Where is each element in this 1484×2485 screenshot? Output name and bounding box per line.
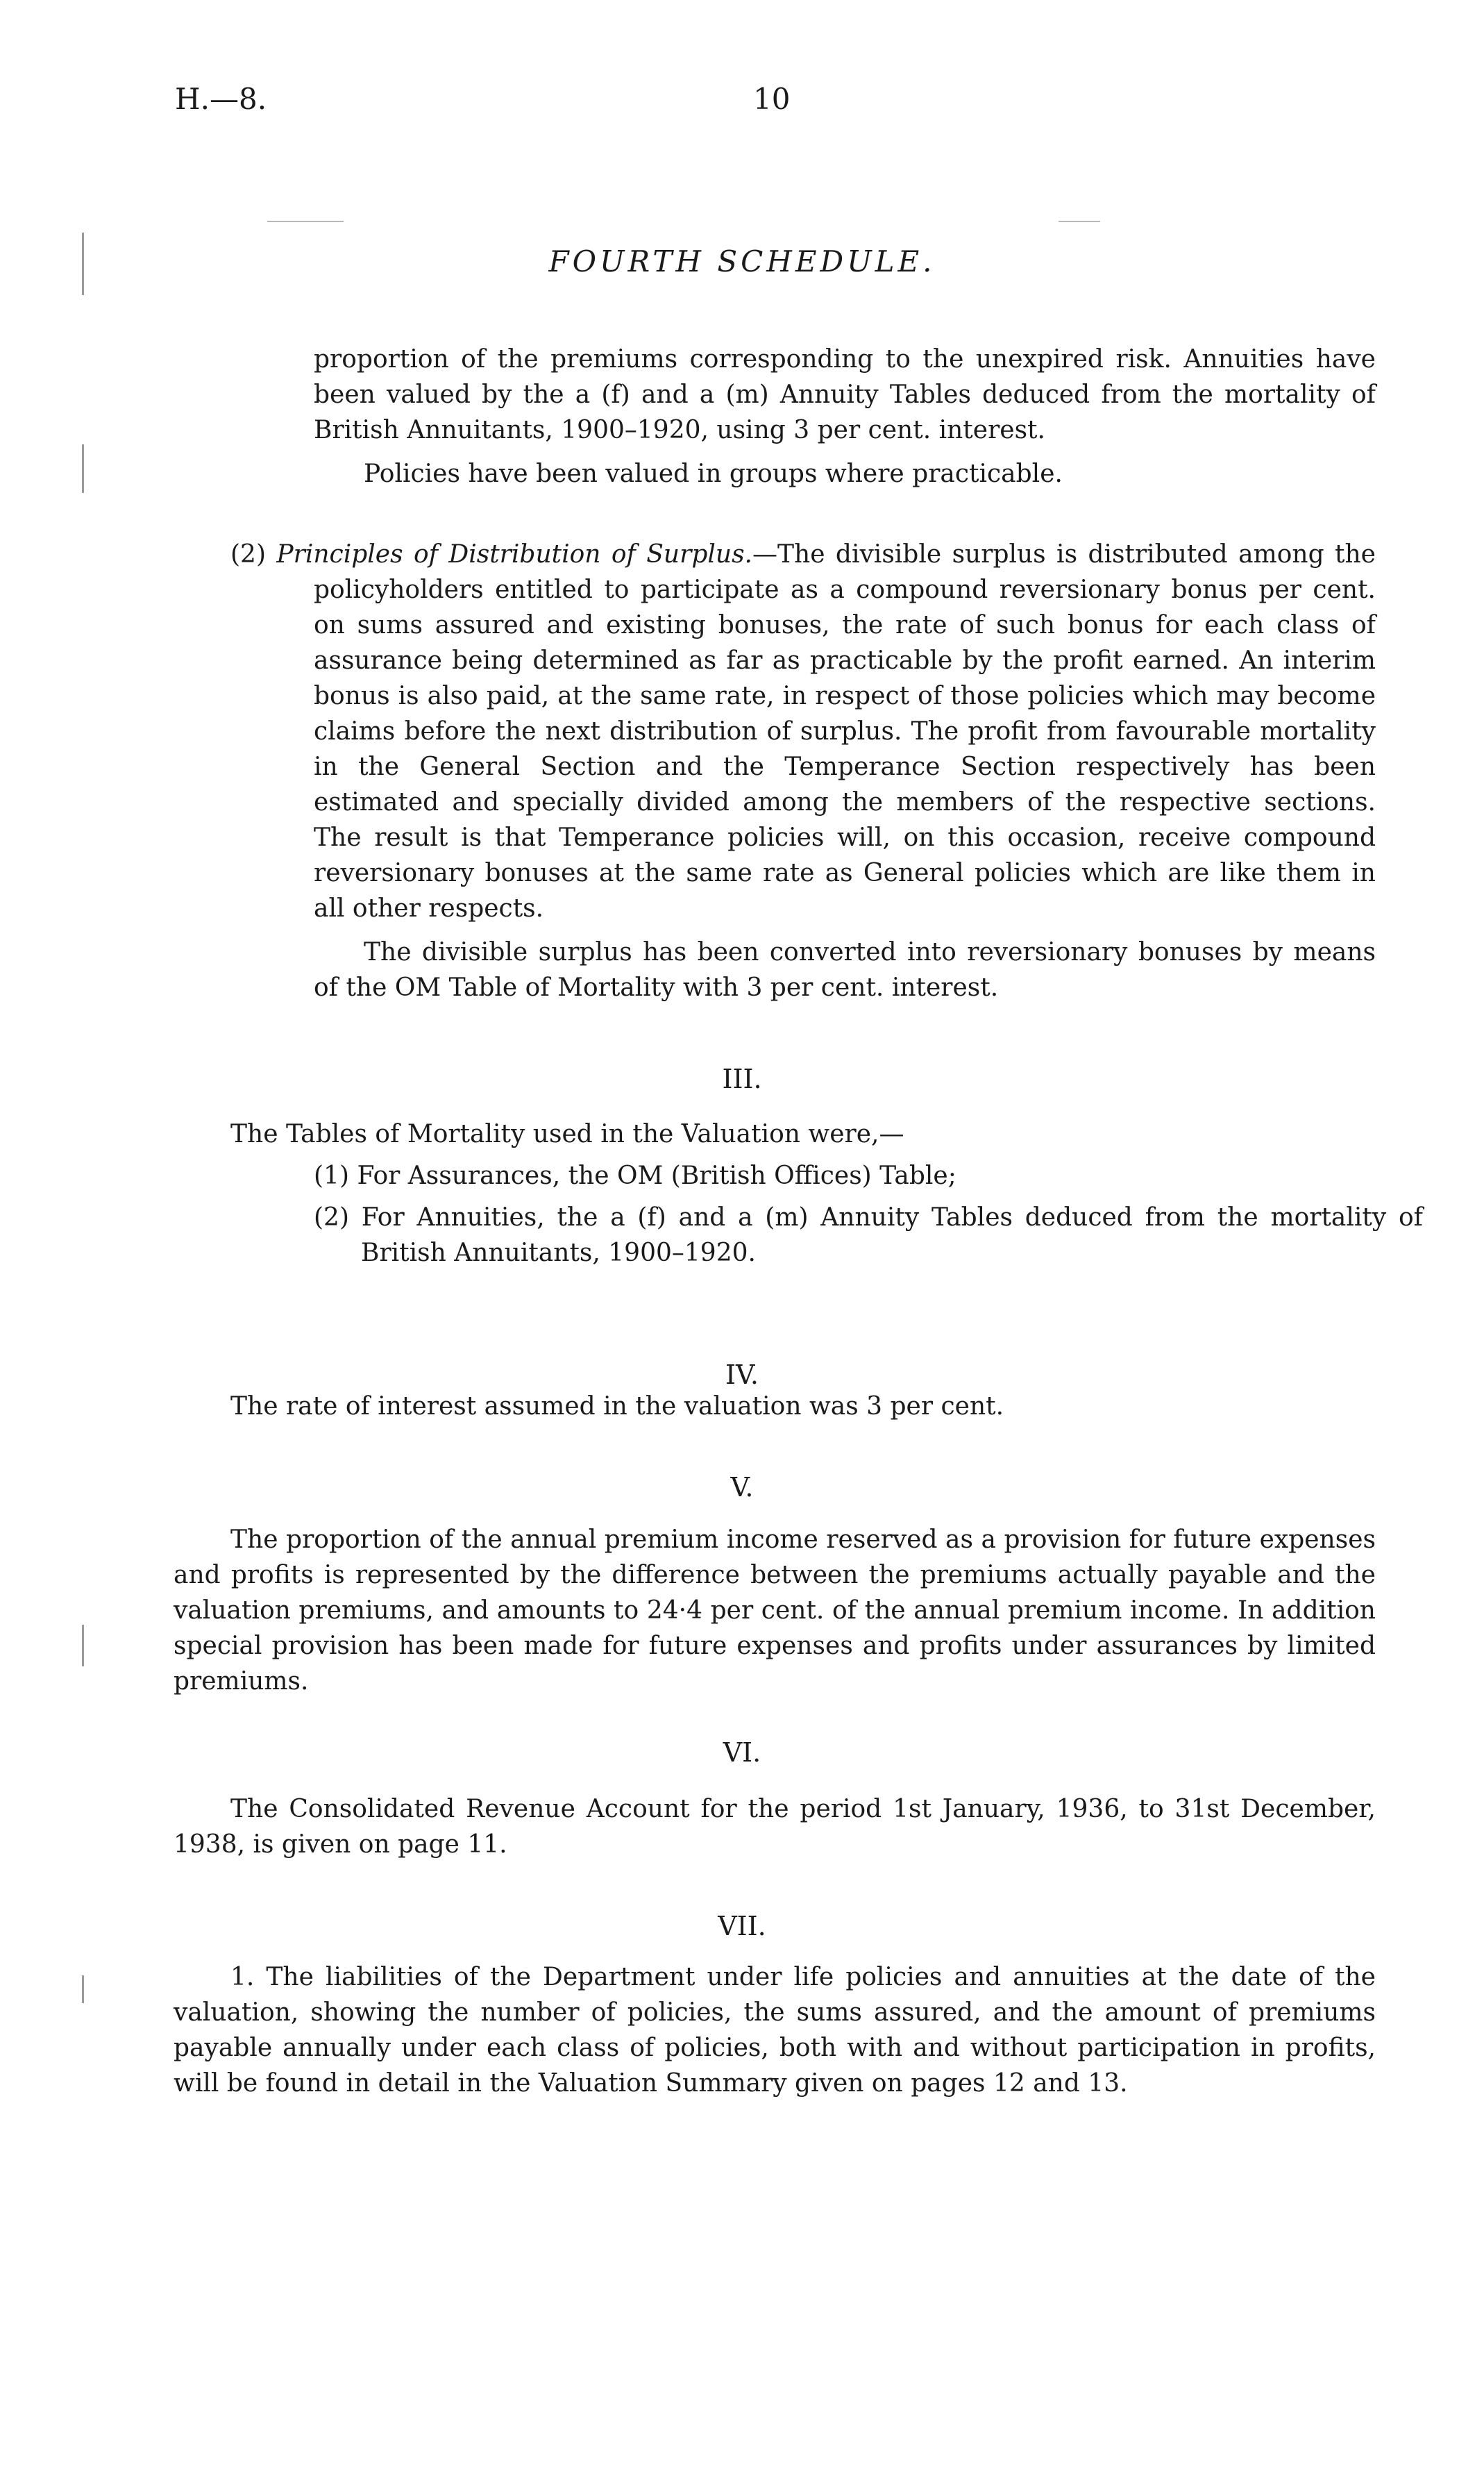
schedule-title: FOURTH SCHEDULE. [548, 244, 936, 278]
section-numeral-v: V. [730, 1472, 754, 1503]
section-numeral-vii: VII. [718, 1911, 766, 1941]
interest-rate-text: The rate of interest assumed in the valuation was 3 per cent. [230, 1392, 1004, 1421]
conversion-text: The divisible surplus has been converted into reversionary bonuses by means of the OM Table of Mortality with 3 per cent. interest. [314, 938, 1376, 1002]
continuation-paragraph [314, 342, 1376, 492]
section-numeral-iii: III. [722, 1064, 762, 1094]
page-number: 10 [753, 82, 791, 116]
scan-edge-mark [82, 1625, 84, 1666]
principles-number: (2) [230, 540, 266, 569]
document-reference: H.—8. [175, 82, 267, 116]
scan-edge-mark [82, 1975, 84, 2003]
section-numeral-iv: IV. [725, 1359, 759, 1390]
print-rule [267, 221, 344, 222]
continuation-text: proportion of the premiums corresponding to the unexpired risk. Annuities have been valued by the a (f) and a (m) Annuity Tables deduced from the mortality of British Annuitants, 1900–1920, using 3 per cent. interest. [314, 345, 1376, 444]
principles-heading: Principles of Distribution of Surplus. [276, 540, 752, 569]
principles-text: —The divisible surplus is distributed among the policyholders entitled to participate as a compound reversionary bonus per cent. on sums assured and existing bonuses, the rate of such bonus for each class of assurance being determined as far as practicable by the profit earned. An interim bonus is also paid, at the same rate, in respect of those policies which may become claims before the next distribution of surplus. The profit from favourable mortality in the General Section and the Temperance Section respectively has been estimated and specially divided among the members of the respective sections. The result is that Temperance policies will, on this occasion, receive compound reversionary bonuses at the same rate as General policies which are like them in all other respects. [314, 540, 1376, 923]
scan-edge-mark [82, 444, 84, 493]
principles-section [230, 537, 1376, 1005]
revenue-account-paragraph: The Consolidated Revenue Account for the period 1st January, 1936, to 31st December, 1938, is given on page 11. [174, 1795, 1376, 1859]
mortality-table-item-2: (2) For Annuities, the a (f) and a (m) Annuity Tables deduced from the mortality of British Annuitants, 1900–1920. [314, 1203, 1423, 1267]
section-numeral-vi: VI. [723, 1737, 761, 1768]
premium-reserve-paragraph: The proportion of the annual premium income reserved as a provision for future expenses and profits is represented by the difference between the premiums actually payable and the valuation premiums, and amounts to 24·4 per cent. of the annual premium income. In addition special provision has been made for future expenses and profits under assurances by limited premiums. [174, 1525, 1376, 1696]
mortality-table-item-1: (1) For Assurances, the OM (British Offices) Table; [314, 1162, 956, 1190]
liabilities-paragraph: 1. The liabilities of the Department under life policies and annuities at the date of the valuation, showing the number of policies, the sums assured, and the amount of premiums payable annually under each class of policies, both with and without participation in profits, will be found in detail in the Valuation Summary given on pages 12 and 13. [174, 1963, 1376, 2098]
principles-paragraph [230, 537, 1376, 926]
print-rule [1059, 221, 1100, 222]
groups-text: Policies have been valued in groups where practicable. [364, 460, 1063, 488]
mortality-tables-intro: The Tables of Mortality used in the Valuation were,— [230, 1120, 904, 1148]
